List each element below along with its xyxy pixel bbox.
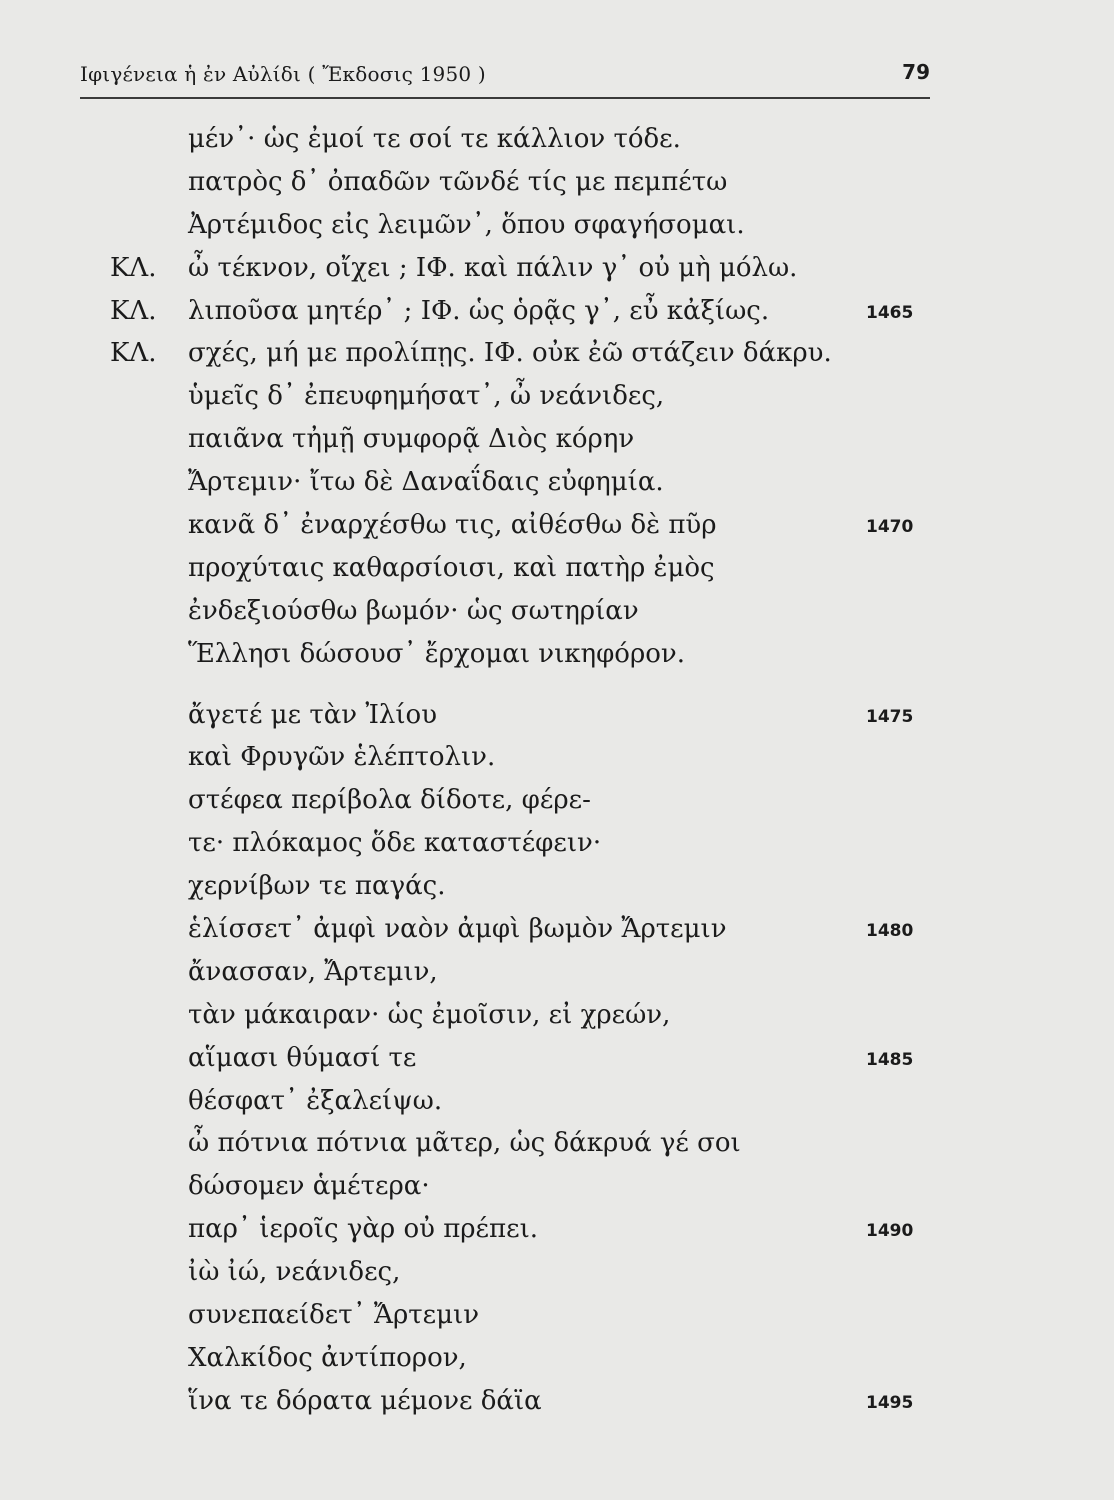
verse-text: λιποῦσα μητέρ᾽ ; ΙΦ. ὡς ὁρᾷς γ᾽, εὖ κἀξίως. xyxy=(188,295,770,326)
verse-line xyxy=(0,1208,1114,1251)
verse-line xyxy=(0,1380,1114,1423)
verse-line xyxy=(0,1337,1114,1380)
line-number: 1485 xyxy=(866,1049,914,1070)
verse-line xyxy=(0,290,1114,333)
verse-line xyxy=(0,461,1114,504)
verse-text: σχές, μή με προλίπῃς. ΙΦ. οὐκ ἐῶ στάζειν δάκρυ. xyxy=(188,338,832,369)
verse-line xyxy=(0,736,1114,779)
line-number: 1465 xyxy=(866,302,914,323)
verse-text: ἰὼ ἰώ, νεάνιδες, xyxy=(188,1257,401,1288)
verse-line xyxy=(0,332,1114,375)
verse-line xyxy=(0,694,1114,737)
verse-line xyxy=(0,547,1114,590)
speaker-label: ΚΛ. xyxy=(110,252,157,283)
verse-text: Ἕλλησι δώσουσ᾽ ἔρχομαι νικηφόρον. xyxy=(188,638,685,669)
verse-line xyxy=(0,204,1114,247)
verse-line xyxy=(0,1165,1114,1208)
verse-text: ἵνα τε δόρατα μέμονε δάϊα xyxy=(188,1385,542,1416)
verse-text: χερνίβων τε παγάς. xyxy=(188,871,446,902)
speaker-label: ΚΛ. xyxy=(110,338,157,369)
page-number: 79 xyxy=(902,60,930,84)
verse-line xyxy=(0,118,1114,161)
verse-line xyxy=(0,247,1114,290)
verse-line xyxy=(0,1251,1114,1294)
verse-text: ἑλίσσετ᾽ ἀμφὶ ναὸν ἀμφὶ βωμὸν Ἄρτεμιν xyxy=(188,914,727,945)
verse-text: Ἄρτεμιν· ἴτω δὲ Δαναΐδαις εὐφημία. xyxy=(188,467,664,498)
verse-text: Χαλκίδος ἀντίπορον, xyxy=(188,1342,467,1373)
verse-line xyxy=(0,1294,1114,1337)
verse-text: ἄνασσαν, Ἄρτεμιν, xyxy=(188,956,438,987)
verse-line xyxy=(0,1037,1114,1080)
verse-line xyxy=(0,590,1114,633)
verse-line xyxy=(0,375,1114,418)
verse-line xyxy=(0,822,1114,865)
verse-line xyxy=(0,418,1114,461)
verse-text: συνεπαείδετ᾽ Ἄρτεμιν xyxy=(188,1300,480,1331)
verse-text: ἄγετέ με τὰν Ἰλίου xyxy=(188,699,438,730)
verse-text: πατρὸς δ᾽ ὀπαδῶν τῶνδέ τίς με πεμπέτω xyxy=(188,166,728,197)
verse-text: παρ᾽ ἱεροῖς γὰρ οὐ πρέπει. xyxy=(188,1214,539,1245)
verse-line xyxy=(0,908,1114,951)
verse-text: δώσομεν ἁμέτερα· xyxy=(188,1171,430,1202)
line-number: 1495 xyxy=(866,1392,914,1413)
verse-text: παιᾶνα τἠμῇ συμφορᾷ Διὸς κόρην xyxy=(188,424,635,455)
verse-text: αἵμασι θύμασί τε xyxy=(188,1042,417,1073)
verse-line xyxy=(0,779,1114,822)
verse-line xyxy=(0,633,1114,676)
line-number: 1470 xyxy=(866,517,914,538)
line-number: 1490 xyxy=(866,1221,914,1242)
verse-text: ἐνδεξιούσθω βωμόν· ὡς σωτηρίαν xyxy=(188,595,639,626)
verse-text: θέσφατ᾽ ἐξαλείψω. xyxy=(188,1085,443,1116)
running-title: Ιφιγένεια ἡ ἐν Αὐλίδι ( Ἔκδοσις 1950 ) xyxy=(80,62,486,86)
verse-text: μέν᾽· ὡς ἐμοί τε σοί τε κάλλιον τόδε. xyxy=(188,124,681,154)
page-header xyxy=(80,58,930,94)
verse-text: ὑμεῖς δ᾽ ἐπευφημήσατ᾽, ὦ νεάνιδες, xyxy=(188,381,665,412)
verse-text: Ἀρτέμιδος εἰς λειμῶν᾽, ὅπου σφαγήσομαι. xyxy=(188,209,745,240)
verse-text: ὦ πότνια πότνια μᾶτερ, ὡς δάκρυά γέ σοι xyxy=(188,1128,741,1159)
verse-text: προχύταις καθαρσίοισι, καὶ πατὴρ ἐμὸς xyxy=(188,552,715,583)
speaker-label: ΚΛ. xyxy=(110,295,157,326)
verse-text: τὰν μάκαιραν· ὡς ἐμοῖσιν, εἰ χρεών, xyxy=(188,999,671,1030)
verse-text: στέφεα περίβολα δίδοτε, φέρε- xyxy=(188,785,591,816)
verse-text: τε· πλόκαμος ὅδε καταστέφειν· xyxy=(188,828,602,859)
verse-line xyxy=(0,1122,1114,1165)
verse-text: ὦ τέκνον, οἴχει ; ΙΦ. καὶ πάλιν γ᾽ οὐ μὴ μόλω. xyxy=(188,252,798,283)
verse-line xyxy=(0,951,1114,994)
line-number: 1480 xyxy=(866,921,914,942)
verse-line xyxy=(0,504,1114,547)
verse-text-block xyxy=(0,118,1114,1423)
header-rule xyxy=(80,97,930,99)
verse-line xyxy=(0,1080,1114,1123)
verse-line xyxy=(0,161,1114,204)
line-number: 1475 xyxy=(866,706,914,727)
verse-text: κανᾶ δ᾽ ἐναρχέσθω τις, αἰθέσθω δὲ πῦρ xyxy=(188,510,717,541)
verse-line xyxy=(0,865,1114,908)
verse-text: καὶ Φρυγῶν ἑλέπτολιν. xyxy=(188,742,496,773)
verse-line xyxy=(0,994,1114,1037)
